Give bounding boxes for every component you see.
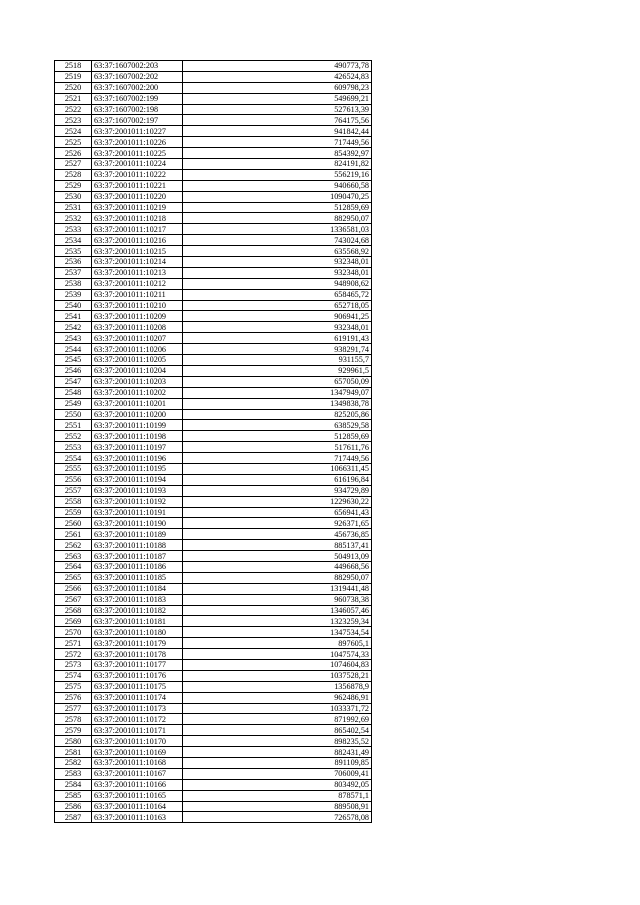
value-cell: 938291,74 bbox=[183, 344, 372, 355]
table-row bbox=[55, 616, 372, 627]
row-number-cell: 2556 bbox=[55, 474, 92, 485]
cadastral-number-cell: 63:37:2001011:10164 bbox=[92, 801, 183, 812]
value-cell: 926371,65 bbox=[183, 518, 372, 529]
value-cell: 941842,44 bbox=[183, 126, 372, 137]
table-row bbox=[55, 779, 372, 790]
row-number-cell: 2540 bbox=[55, 300, 92, 311]
row-number-cell: 2578 bbox=[55, 714, 92, 725]
cadastral-number-cell: 63:37:1607002:199 bbox=[92, 93, 183, 104]
row-number-cell: 2550 bbox=[55, 409, 92, 420]
value-cell: 1323259,34 bbox=[183, 616, 372, 627]
cadastral-number-cell: 63:37:2001011:10184 bbox=[92, 583, 183, 594]
value-cell: 1066311,45 bbox=[183, 463, 372, 474]
table-row bbox=[55, 736, 372, 747]
value-cell: 882431,49 bbox=[183, 747, 372, 758]
cadastral-number-cell: 63:37:2001011:10195 bbox=[92, 463, 183, 474]
cadastral-number-cell: 63:37:2001011:10175 bbox=[92, 681, 183, 692]
cadastral-number-cell: 63:37:2001011:10165 bbox=[92, 790, 183, 801]
table-row bbox=[55, 365, 372, 376]
table-row bbox=[55, 159, 372, 170]
row-number-cell: 2576 bbox=[55, 692, 92, 703]
cadastral-number-cell: 63:37:2001011:10207 bbox=[92, 333, 183, 344]
cadastral-number-cell: 63:37:2001011:10214 bbox=[92, 257, 183, 268]
table-row bbox=[55, 583, 372, 594]
table-row bbox=[55, 71, 372, 82]
table-row bbox=[55, 420, 372, 431]
row-number-cell: 2539 bbox=[55, 289, 92, 300]
table-row bbox=[55, 649, 372, 660]
value-cell: 960738,38 bbox=[183, 594, 372, 605]
table-row bbox=[55, 224, 372, 235]
table-row bbox=[55, 529, 372, 540]
row-number-cell: 2586 bbox=[55, 801, 92, 812]
cadastral-number-cell: 63:37:2001011:10173 bbox=[92, 703, 183, 714]
cadastral-number-cell: 63:37:2001011:10176 bbox=[92, 670, 183, 681]
table-row bbox=[55, 431, 372, 442]
value-cell: 898235,52 bbox=[183, 736, 372, 747]
cadastral-number-cell: 63:37:1607002:202 bbox=[92, 71, 183, 82]
cadastral-number-cell: 63:37:2001011:10182 bbox=[92, 605, 183, 616]
value-cell: 825205,86 bbox=[183, 409, 372, 420]
row-number-cell: 2529 bbox=[55, 180, 92, 191]
cadastral-number-cell: 63:37:2001011:10191 bbox=[92, 507, 183, 518]
row-number-cell: 2555 bbox=[55, 463, 92, 474]
table-row bbox=[55, 474, 372, 485]
table-row bbox=[55, 453, 372, 464]
value-cell: 717449,56 bbox=[183, 137, 372, 148]
cadastral-number-cell: 63:37:2001011:10208 bbox=[92, 322, 183, 333]
table-row bbox=[55, 725, 372, 736]
value-cell: 1319441,48 bbox=[183, 583, 372, 594]
table-row bbox=[55, 551, 372, 562]
value-cell: 635568,92 bbox=[183, 246, 372, 257]
table-row bbox=[55, 627, 372, 638]
value-cell: 932348,01 bbox=[183, 267, 372, 278]
cadastral-number-cell: 63:37:2001011:10177 bbox=[92, 659, 183, 670]
row-number-cell: 2537 bbox=[55, 267, 92, 278]
value-cell: 726578,08 bbox=[183, 812, 372, 823]
table-row bbox=[55, 191, 372, 202]
table-row bbox=[55, 714, 372, 725]
cadastral-number-cell: 63:37:2001011:10198 bbox=[92, 431, 183, 442]
cadastral-number-cell: 63:37:2001011:10216 bbox=[92, 235, 183, 246]
cadastral-number-cell: 63:37:2001011:10218 bbox=[92, 213, 183, 224]
row-number-cell: 2542 bbox=[55, 322, 92, 333]
value-cell: 764175,56 bbox=[183, 115, 372, 126]
row-number-cell: 2585 bbox=[55, 790, 92, 801]
table-row bbox=[55, 289, 372, 300]
cadastral-number-cell: 63:37:2001011:10221 bbox=[92, 180, 183, 191]
table-row bbox=[55, 409, 372, 420]
row-number-cell: 2530 bbox=[55, 191, 92, 202]
row-number-cell: 2577 bbox=[55, 703, 92, 714]
cadastral-number-cell: 63:37:2001011:10224 bbox=[92, 159, 183, 170]
value-cell: 854392,97 bbox=[183, 148, 372, 159]
value-cell: 426524,83 bbox=[183, 71, 372, 82]
table-body bbox=[55, 61, 372, 823]
table-row bbox=[55, 278, 372, 289]
row-number-cell: 2566 bbox=[55, 583, 92, 594]
value-cell: 929961,5 bbox=[183, 365, 372, 376]
row-number-cell: 2532 bbox=[55, 213, 92, 224]
row-number-cell: 2522 bbox=[55, 104, 92, 115]
row-number-cell: 2579 bbox=[55, 725, 92, 736]
row-number-cell: 2587 bbox=[55, 812, 92, 823]
row-number-cell: 2547 bbox=[55, 376, 92, 387]
table-row bbox=[55, 540, 372, 551]
value-cell: 1356878,9 bbox=[183, 681, 372, 692]
row-number-cell: 2564 bbox=[55, 561, 92, 572]
cadastral-number-cell: 63:37:1607002:198 bbox=[92, 104, 183, 115]
value-cell: 940660,58 bbox=[183, 180, 372, 191]
cadastral-number-cell: 63:37:2001011:10212 bbox=[92, 278, 183, 289]
value-cell: 882950,07 bbox=[183, 213, 372, 224]
table-row bbox=[55, 137, 372, 148]
cadastral-number-cell: 63:37:2001011:10211 bbox=[92, 289, 183, 300]
row-number-cell: 2528 bbox=[55, 169, 92, 180]
value-cell: 932348,01 bbox=[183, 322, 372, 333]
cadastral-number-cell: 63:37:2001011:10204 bbox=[92, 365, 183, 376]
table-row bbox=[55, 768, 372, 779]
row-number-cell: 2518 bbox=[55, 61, 92, 72]
cadastral-number-cell: 63:37:2001011:10174 bbox=[92, 692, 183, 703]
row-number-cell: 2557 bbox=[55, 485, 92, 496]
value-cell: 882950,07 bbox=[183, 572, 372, 583]
table-row bbox=[55, 398, 372, 409]
value-cell: 885137,41 bbox=[183, 540, 372, 551]
value-cell: 490773,78 bbox=[183, 61, 372, 72]
row-number-cell: 2568 bbox=[55, 605, 92, 616]
cadastral-number-cell: 63:37:2001011:10171 bbox=[92, 725, 183, 736]
table-row bbox=[55, 104, 372, 115]
value-cell: 932348,01 bbox=[183, 257, 372, 268]
row-number-cell: 2519 bbox=[55, 71, 92, 82]
row-number-cell: 2535 bbox=[55, 246, 92, 257]
row-number-cell: 2541 bbox=[55, 311, 92, 322]
table-row bbox=[55, 594, 372, 605]
table-row bbox=[55, 61, 372, 72]
table-row bbox=[55, 605, 372, 616]
value-cell: 824191,82 bbox=[183, 159, 372, 170]
row-number-cell: 2525 bbox=[55, 137, 92, 148]
value-cell: 517611,76 bbox=[183, 442, 372, 453]
table-row bbox=[55, 311, 372, 322]
cadastral-number-cell: 63:37:2001011:10168 bbox=[92, 758, 183, 769]
cadastral-number-cell: 63:37:2001011:10185 bbox=[92, 572, 183, 583]
row-number-cell: 2581 bbox=[55, 747, 92, 758]
table-row bbox=[55, 812, 372, 823]
cadastral-number-cell: 63:37:2001011:10194 bbox=[92, 474, 183, 485]
cadastral-number-cell: 63:37:2001011:10180 bbox=[92, 627, 183, 638]
row-number-cell: 2560 bbox=[55, 518, 92, 529]
cadastral-number-cell: 63:37:1607002:203 bbox=[92, 61, 183, 72]
cadastral-number-cell: 63:37:2001011:10217 bbox=[92, 224, 183, 235]
row-number-cell: 2520 bbox=[55, 82, 92, 93]
data-table bbox=[54, 60, 372, 823]
row-number-cell: 2523 bbox=[55, 115, 92, 126]
value-cell: 1336581,03 bbox=[183, 224, 372, 235]
value-cell: 504913,09 bbox=[183, 551, 372, 562]
cadastral-number-cell: 63:37:2001011:10193 bbox=[92, 485, 183, 496]
cadastral-number-cell: 63:37:1607002:200 bbox=[92, 82, 183, 93]
cadastral-number-cell: 63:37:2001011:10196 bbox=[92, 453, 183, 464]
table-row bbox=[55, 322, 372, 333]
value-cell: 512859,69 bbox=[183, 202, 372, 213]
value-cell: 906941,25 bbox=[183, 311, 372, 322]
table-row bbox=[55, 202, 372, 213]
table-row bbox=[55, 82, 372, 93]
cadastral-number-cell: 63:37:2001011:10187 bbox=[92, 551, 183, 562]
table-row bbox=[55, 758, 372, 769]
row-number-cell: 2570 bbox=[55, 627, 92, 638]
table-row bbox=[55, 692, 372, 703]
row-number-cell: 2534 bbox=[55, 235, 92, 246]
value-cell: 657050,09 bbox=[183, 376, 372, 387]
value-cell: 878571,1 bbox=[183, 790, 372, 801]
table-row bbox=[55, 747, 372, 758]
value-cell: 1346057,46 bbox=[183, 605, 372, 616]
table-row bbox=[55, 485, 372, 496]
cadastral-number-cell: 63:37:2001011:10199 bbox=[92, 420, 183, 431]
table-row bbox=[55, 126, 372, 137]
cadastral-number-cell: 63:37:2001011:10166 bbox=[92, 779, 183, 790]
cadastral-number-cell: 63:37:2001011:10179 bbox=[92, 638, 183, 649]
cadastral-number-cell: 63:37:2001011:10172 bbox=[92, 714, 183, 725]
value-cell: 619191,43 bbox=[183, 333, 372, 344]
cadastral-number-cell: 63:37:2001011:10202 bbox=[92, 387, 183, 398]
table-row bbox=[55, 333, 372, 344]
row-number-cell: 2545 bbox=[55, 355, 92, 366]
cadastral-number-cell: 63:37:2001011:10181 bbox=[92, 616, 183, 627]
cadastral-number-cell: 63:37:2001011:10206 bbox=[92, 344, 183, 355]
table-row bbox=[55, 148, 372, 159]
table-row bbox=[55, 659, 372, 670]
cadastral-number-cell: 63:37:2001011:10190 bbox=[92, 518, 183, 529]
cadastral-number-cell: 63:37:2001011:10192 bbox=[92, 496, 183, 507]
value-cell: 948908,62 bbox=[183, 278, 372, 289]
table-row bbox=[55, 790, 372, 801]
table-row bbox=[55, 387, 372, 398]
value-cell: 803492,05 bbox=[183, 779, 372, 790]
cadastral-number-cell: 63:37:2001011:10225 bbox=[92, 148, 183, 159]
row-number-cell: 2554 bbox=[55, 453, 92, 464]
row-number-cell: 2533 bbox=[55, 224, 92, 235]
table-row bbox=[55, 93, 372, 104]
row-number-cell: 2538 bbox=[55, 278, 92, 289]
value-cell: 616196,84 bbox=[183, 474, 372, 485]
row-number-cell: 2521 bbox=[55, 93, 92, 104]
table-row bbox=[55, 246, 372, 257]
value-cell: 656941,43 bbox=[183, 507, 372, 518]
row-number-cell: 2531 bbox=[55, 202, 92, 213]
row-number-cell: 2583 bbox=[55, 768, 92, 779]
value-cell: 1074604,83 bbox=[183, 659, 372, 670]
row-number-cell: 2562 bbox=[55, 540, 92, 551]
cadastral-number-cell: 63:37:2001011:10189 bbox=[92, 529, 183, 540]
value-cell: 449668,56 bbox=[183, 561, 372, 572]
row-number-cell: 2552 bbox=[55, 431, 92, 442]
row-number-cell: 2561 bbox=[55, 529, 92, 540]
table-row bbox=[55, 638, 372, 649]
row-number-cell: 2573 bbox=[55, 659, 92, 670]
cadastral-number-cell: 63:37:2001011:10219 bbox=[92, 202, 183, 213]
cadastral-number-cell: 63:37:2001011:10200 bbox=[92, 409, 183, 420]
table-row bbox=[55, 267, 372, 278]
row-number-cell: 2565 bbox=[55, 572, 92, 583]
cadastral-number-cell: 63:37:2001011:10163 bbox=[92, 812, 183, 823]
table-row bbox=[55, 496, 372, 507]
row-number-cell: 2543 bbox=[55, 333, 92, 344]
row-number-cell: 2526 bbox=[55, 148, 92, 159]
cadastral-number-cell: 63:37:2001011:10226 bbox=[92, 137, 183, 148]
row-number-cell: 2527 bbox=[55, 159, 92, 170]
cadastral-number-cell: 63:37:2001011:10203 bbox=[92, 376, 183, 387]
value-cell: 1037528,21 bbox=[183, 670, 372, 681]
value-cell: 743024,68 bbox=[183, 235, 372, 246]
value-cell: 638529,58 bbox=[183, 420, 372, 431]
row-number-cell: 2574 bbox=[55, 670, 92, 681]
row-number-cell: 2524 bbox=[55, 126, 92, 137]
row-number-cell: 2536 bbox=[55, 257, 92, 268]
row-number-cell: 2580 bbox=[55, 736, 92, 747]
cadastral-number-cell: 63:37:2001011:10183 bbox=[92, 594, 183, 605]
value-cell: 1047574,33 bbox=[183, 649, 372, 660]
cadastral-number-cell: 63:37:2001011:10186 bbox=[92, 561, 183, 572]
table-row bbox=[55, 561, 372, 572]
cadastral-number-cell: 63:37:2001011:10227 bbox=[92, 126, 183, 137]
value-cell: 865402,54 bbox=[183, 725, 372, 736]
cadastral-number-cell: 63:37:2001011:10178 bbox=[92, 649, 183, 660]
value-cell: 1347534,54 bbox=[183, 627, 372, 638]
cadastral-number-cell: 63:37:2001011:10222 bbox=[92, 169, 183, 180]
value-cell: 1090470,25 bbox=[183, 191, 372, 202]
table-row bbox=[55, 507, 372, 518]
cadastral-number-cell: 63:37:2001011:10170 bbox=[92, 736, 183, 747]
cadastral-number-cell: 63:37:2001011:10169 bbox=[92, 747, 183, 758]
table-row bbox=[55, 442, 372, 453]
cadastral-number-cell: 63:37:2001011:10209 bbox=[92, 311, 183, 322]
value-cell: 456736,85 bbox=[183, 529, 372, 540]
table-row bbox=[55, 376, 372, 387]
cadastral-number-cell: 63:37:2001011:10210 bbox=[92, 300, 183, 311]
row-number-cell: 2558 bbox=[55, 496, 92, 507]
value-cell: 934729,89 bbox=[183, 485, 372, 496]
row-number-cell: 2582 bbox=[55, 758, 92, 769]
cadastral-number-cell: 63:37:1607002:197 bbox=[92, 115, 183, 126]
row-number-cell: 2544 bbox=[55, 344, 92, 355]
row-number-cell: 2567 bbox=[55, 594, 92, 605]
value-cell: 891109,85 bbox=[183, 758, 372, 769]
cadastral-number-cell: 63:37:2001011:10188 bbox=[92, 540, 183, 551]
cadastral-number-cell: 63:37:2001011:10220 bbox=[92, 191, 183, 202]
row-number-cell: 2572 bbox=[55, 649, 92, 660]
table-row bbox=[55, 257, 372, 268]
value-cell: 556219,16 bbox=[183, 169, 372, 180]
row-number-cell: 2546 bbox=[55, 365, 92, 376]
value-cell: 962486,91 bbox=[183, 692, 372, 703]
table-row bbox=[55, 670, 372, 681]
table-row bbox=[55, 180, 372, 191]
table-row bbox=[55, 703, 372, 714]
value-cell: 1349838,78 bbox=[183, 398, 372, 409]
value-cell: 889508,91 bbox=[183, 801, 372, 812]
table-row bbox=[55, 344, 372, 355]
table-row bbox=[55, 169, 372, 180]
table-row bbox=[55, 801, 372, 812]
cadastral-number-cell: 63:37:2001011:10167 bbox=[92, 768, 183, 779]
value-cell: 931155,7 bbox=[183, 355, 372, 366]
table-row bbox=[55, 115, 372, 126]
value-cell: 871992,69 bbox=[183, 714, 372, 725]
table-row bbox=[55, 300, 372, 311]
value-cell: 897605,1 bbox=[183, 638, 372, 649]
value-cell: 1229630,22 bbox=[183, 496, 372, 507]
table-row bbox=[55, 572, 372, 583]
table-row bbox=[55, 235, 372, 246]
value-cell: 609798,23 bbox=[183, 82, 372, 93]
row-number-cell: 2553 bbox=[55, 442, 92, 453]
row-number-cell: 2548 bbox=[55, 387, 92, 398]
table-row bbox=[55, 213, 372, 224]
row-number-cell: 2584 bbox=[55, 779, 92, 790]
value-cell: 1347949,07 bbox=[183, 387, 372, 398]
table-row bbox=[55, 518, 372, 529]
row-number-cell: 2571 bbox=[55, 638, 92, 649]
value-cell: 1033371,72 bbox=[183, 703, 372, 714]
row-number-cell: 2551 bbox=[55, 420, 92, 431]
value-cell: 549699,21 bbox=[183, 93, 372, 104]
value-cell: 652718,05 bbox=[183, 300, 372, 311]
value-cell: 658465,72 bbox=[183, 289, 372, 300]
cadastral-number-cell: 63:37:2001011:10201 bbox=[92, 398, 183, 409]
row-number-cell: 2563 bbox=[55, 551, 92, 562]
row-number-cell: 2559 bbox=[55, 507, 92, 518]
cadastral-number-cell: 63:37:2001011:10205 bbox=[92, 355, 183, 366]
value-cell: 706009,41 bbox=[183, 768, 372, 779]
table-row bbox=[55, 681, 372, 692]
cadastral-number-cell: 63:37:2001011:10197 bbox=[92, 442, 183, 453]
table-row bbox=[55, 355, 372, 366]
value-cell: 512859,69 bbox=[183, 431, 372, 442]
row-number-cell: 2549 bbox=[55, 398, 92, 409]
cadastral-number-cell: 63:37:2001011:10215 bbox=[92, 246, 183, 257]
table-row bbox=[55, 463, 372, 474]
value-cell: 717449,56 bbox=[183, 453, 372, 464]
row-number-cell: 2575 bbox=[55, 681, 92, 692]
row-number-cell: 2569 bbox=[55, 616, 92, 627]
cadastral-number-cell: 63:37:2001011:10213 bbox=[92, 267, 183, 278]
value-cell: 527613,39 bbox=[183, 104, 372, 115]
